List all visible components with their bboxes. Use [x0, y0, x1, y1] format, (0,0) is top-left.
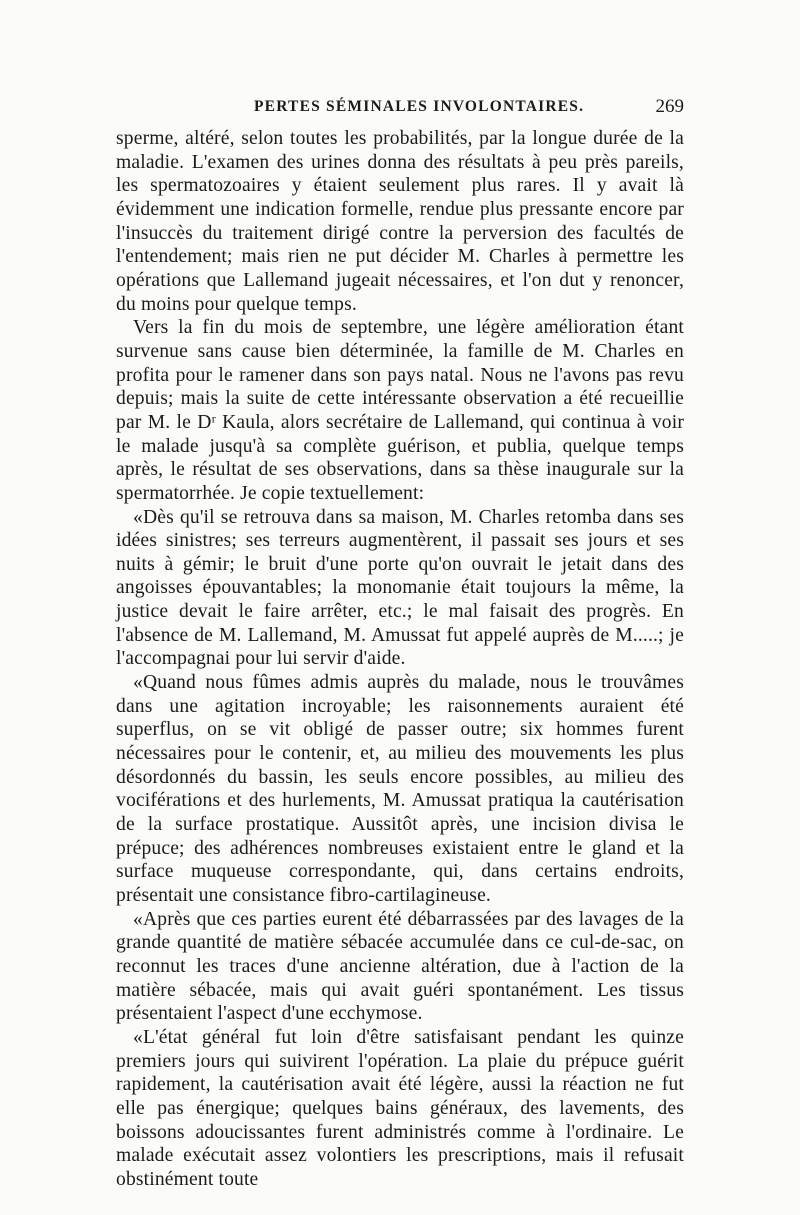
- quoted-paragraph: «Dès qu'il se retrouva dans sa maison, M. Charles retomba dans ses idées sinistres; ses terreurs augmentèrent, il passait ses jours et ses nuits à gémir; le bruit d'une porte qu'on ouvrait le jetait dans des angoisses épouvantables; la monomanie était toujours la même, la justice devait le faire arrêter, etc.; le mal faisait des progrès. En l'absence de M. Lallemand, M. Amussat fut appelé auprès de M.....; je l'accompagnai pour lui servir d'aide.: [116, 506, 684, 670]
- body-text: [116, 127, 684, 1192]
- quoted-paragraph: «Quand nous fûmes admis auprès du malade, nous le trouvâmes dans une agitation incroyable; les raisonnements auraient été superflus, on se vit obligé de passer outre; six hommes furent nécessaires pour le contenir, et, au milieu des mouvements les plus désordonnés du bassin, les seuls encore possibles, au milieu des vociférations et des hurlements, M. Amussat pratiqua la cautérisation de la surface prostatique. Aussitôt après, une incision divisa le prépuce; des adhérences nombreuses existaient entre le gland et la surface muqueuse correspondante, qui, dans certains endroits, présentait une consistance fibro-cartilagineuse.: [116, 672, 684, 906]
- paragraph: sperme, altéré, selon toutes les probabilités, par la longue durée de la maladie. L'examen des urines donna des résultats à peu près pareils, les spermatozoaires y étaient seulement plus rares. Il y avait là évidemment une indication formelle, rendue plus pressante encore par l'insuccès du traitement dirigé contre la perversion des facultés de l'entendement; mais rien ne put décider M. Charles à permettre les opérations que Lallemand jugeait nécessaires, et l'on dut y renoncer, du moins pour quelque temps.: [116, 128, 684, 315]
- quoted-paragraph: «L'état général fut loin d'être satisfaisant pendant les quinze premiers jours qui suivirent l'opération. La plaie du prépuce guérit rapidement, la cautérisation avait été légère, aussi la réaction ne fut elle pas énergique; quelques bains généraux, des lavements, des boissons adoucissantes furent administrés comme à l'ordinaire. Le malade exécutait assez volontiers les prescriptions, mais il refusait obstinément toute: [116, 1026, 684, 1190]
- page-number: 269: [655, 96, 684, 117]
- page-header: [116, 96, 684, 120]
- running-title: PERTES SÉMINALES INVOLONTAIRES.: [254, 98, 585, 115]
- paragraph: Vers la fin du mois de septembre, une légère amélioration étant survenue sans cause bien déterminée, la famille de M. Charles en profita pour le ramener dans son pays natal. Nous ne l'avons pas revu depuis; mais la suite de cette intéressante observation a été recueillie par M. le Dʳ Kaula, alors secrétaire de Lallemand, qui continua à voir le malade jusqu'à sa complète guérison, et publia, quelque temps après, le résultat de ses observations, dans sa thèse inaugurale sur la spermatorrhée. Je copie textuellement:: [116, 317, 684, 504]
- quoted-paragraph: «Après que ces parties eurent été débarrassées par des lavages de la grande quantité de matière sébacée accumulée dans ce cul-de-sac, on reconnut les traces d'une ancienne altération, due à l'action de la matière sébacée, mais qui avait guéri spontanément. Les tissus présentaient l'aspect d'une ecchymose.: [116, 908, 684, 1025]
